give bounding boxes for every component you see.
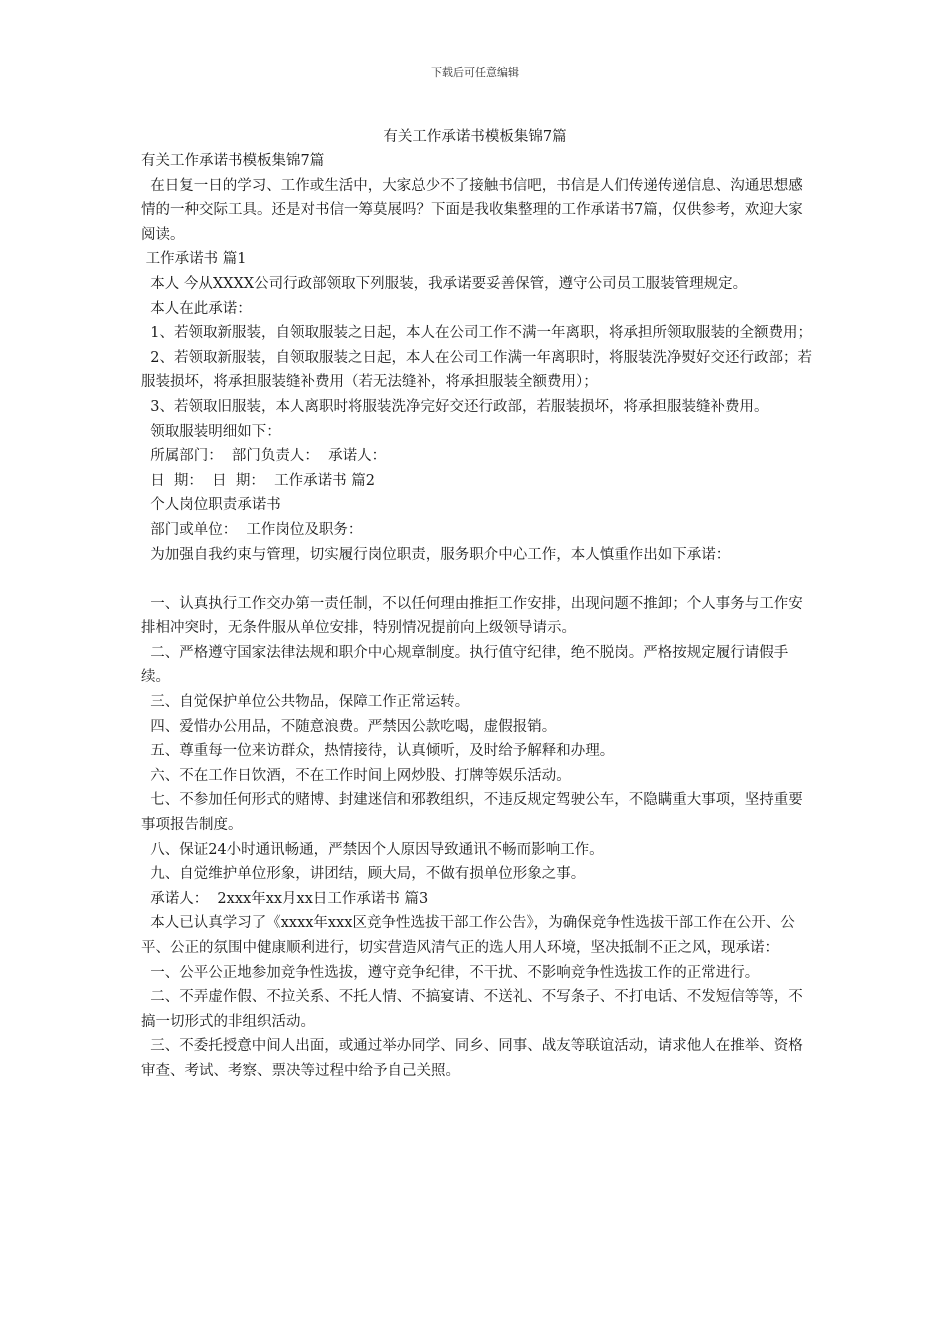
paragraph: 所属部门： 部门负责人： 承诺人： — [141, 448, 387, 465]
paragraph: 一、公平公正地参加竞争性选拔，遵守竞争纪律，不干扰、不影响竞争性选拔工作的正常进行。 — [141, 964, 760, 981]
document-title: 有关工作承诺书模板集锦7篇 — [383, 129, 567, 145]
paragraph: 工作承诺书 篇1 — [141, 251, 247, 268]
paragraph: 七、不参加任何形式的赌博、封建迷信和邪教组织，不违反规定驾驶公车，不隐瞒重大事项，坚持重要事项报告制度。 — [141, 792, 803, 834]
paragraph: 三、自觉保护单位公共物品，保障工作正常运转。 — [141, 694, 470, 711]
paragraph: 个人岗位职责承诺书 — [141, 497, 281, 514]
paragraph: 承诺人： 2xxx年xx月xx日工作承诺书 篇3 — [141, 890, 429, 907]
paragraph: 在日复一日的学习、工作或生活中，大家总少不了接触书信吧，书信是人们传递传递信息、沟通思想感情的一种交际工具。还是对书信一筹莫展吗？下面是我收集整理的工作承诺书7篇，仅供参考，欢迎大家阅读。 — [141, 177, 803, 243]
paragraph: 八、保证24小时通讯畅通，严禁因个人原因导致通讯不畅而影响工作。 — [141, 841, 604, 858]
paragraph: 本人 今从XXXX公司行政部领取下列服装，我承诺要妥善保管，遵守公司员工服装管理规定。 — [141, 275, 748, 292]
paragraph: 有关工作承诺书模板集锦7篇 — [141, 153, 325, 169]
paragraph: 五、尊重每一位来访群众，热情接待，认真倾听，及时给予解释和办理。 — [141, 743, 615, 760]
paragraph: 三、不委托授意中间人出面，或通过举办同学、同乡、同事、战友等联谊活动，请求他人在推举、资格审查、考试、考察、票决等过程中给予自己关照。 — [141, 1038, 803, 1079]
paragraph: 本人在此承诺： — [141, 300, 252, 317]
paragraph: 领取服装明细如下： — [141, 423, 281, 440]
paragraph: 六、不在工作日饮酒，不在工作时间上网炒股、打牌等娱乐活动。 — [141, 767, 571, 784]
paragraph: 本人已认真学习了《xxxx年xxx区竞争性选拔干部工作公告》，为确保竞争性选拔干部工作在公开、公平、公正的氛围中健康顺利进行，切实营造风清气正的选人用人环境，坚决抵制不正之风，现承诺： — [141, 915, 795, 956]
paragraph — [141, 567, 813, 592]
paragraph: 1、若领取新服装，自领取服装之日起，本人在公司工作不满一年离职，将承担所领取服装的全额费用； — [141, 325, 812, 342]
paragraph: 四、爱惜办公用品，不随意浪费。严禁因公款吃喝，虚假报销。 — [141, 718, 557, 735]
paragraph: 一、认真执行工作交办第一责任制，不以任何理由推拒工作安排，出现问题不推卸；个人事务与工作安排相冲突时，无条件服从单位安排，特别情况提前向上级领导请示。 — [141, 595, 803, 637]
paragraph: 部门或单位： 工作岗位及职务： — [141, 521, 363, 538]
document-body — [141, 149, 813, 1084]
page-header-note: 下载后可任意编辑 — [431, 66, 519, 79]
paragraph: 为加强自我约束与管理，切实履行岗位职责，服务职介中心工作，本人慎重作出如下承诺： — [141, 546, 731, 563]
paragraph: 2、若领取新服装，自领取服装之日起，本人在公司工作满一年离职时，将服装洗净熨好交还行政部；若服装损坏，将承担服装缝补费用（若无法缝补，将承担服装全额费用）； — [141, 349, 812, 391]
paragraph: 日 期： 日 期： 工作承诺书 篇2 — [141, 472, 375, 489]
paragraph: 九、自觉维护单位形象，讲团结，顾大局，不做有损单位形象之事。 — [141, 866, 586, 883]
paragraph: 二、严格遵守国家法律法规和职介中心规章制度。执行值守纪律，绝不脱岗。严格按规定履行请假手续。 — [141, 644, 789, 686]
paragraph: 3、若领取旧服装，本人离职时将服装洗净完好交还行政部，若服装损坏，将承担服装缝补费用。 — [141, 398, 769, 415]
paragraph: 二、不弄虚作假、不拉关系、不托人情、不搞宴请、不送礼、不写条子、不打电话、不发短信等等，不搞一切形式的非组织活动。 — [141, 989, 803, 1030]
